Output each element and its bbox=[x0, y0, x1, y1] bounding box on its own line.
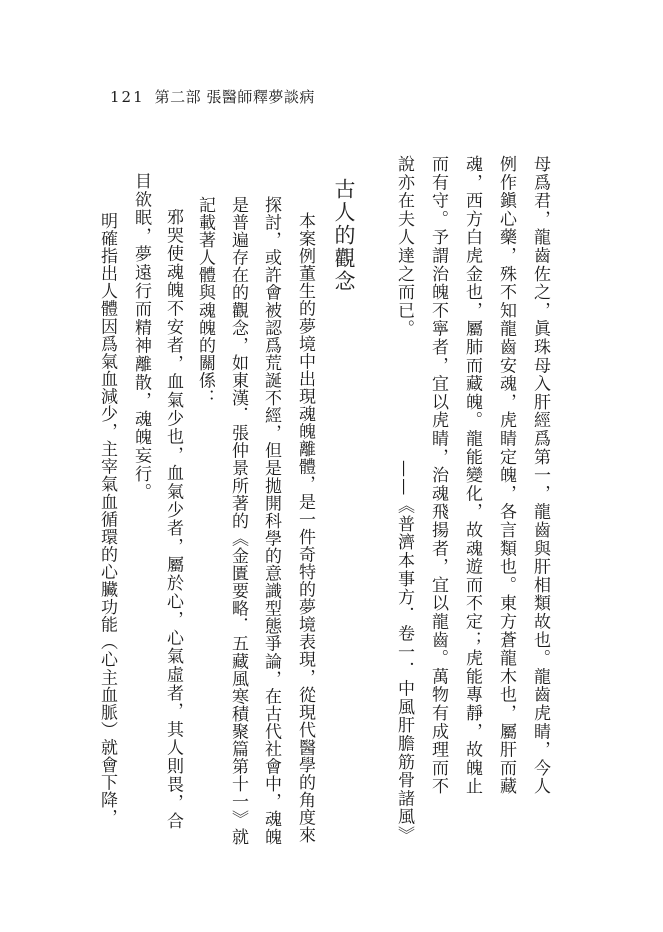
body-line: 是普遍存在的觀念，如東漢．張仲景所著的《金匱要略．五藏風寒積聚篇第十一》就 bbox=[228, 196, 248, 846]
quote-line: 例作鎭心藥，殊不知龍齒安魂，虎睛定魄，各言類也。東方蒼龍木也，屬肝而藏 bbox=[496, 155, 516, 796]
page-number: 121 bbox=[110, 88, 145, 106]
quote-line: 說亦在夫人達之而已。 bbox=[394, 155, 414, 338]
quote-line: 母爲君，龍齒佐之，眞珠母入肝經爲第一，龍齒與肝相類故也。龍齒虎睛，今人 bbox=[530, 155, 550, 796]
quote-source: ——《普濟本事方．卷一．中風肝膽筋骨諸風》 bbox=[394, 460, 414, 845]
quote-line: 而有守。予謂治魄不寧者，宜以虎睛，治魂飛揚者，宜以龍齒。萬物有成理而不 bbox=[428, 155, 448, 796]
quote2-line: 邪哭使魂魄不安者，血氣少也，血氣少者，屬於心，心氣虛者，其人則畏，合 bbox=[163, 208, 183, 831]
quote2-line: 目欲眠，夢遠行而精神離散，魂魄妄行。 bbox=[131, 172, 151, 502]
body-line: 探討，或許會被認爲荒誕不經，但是拋開科學的意識型態爭論，在古代社會中，魂魄 bbox=[261, 196, 281, 846]
section-heading: 古人的觀念 bbox=[332, 178, 356, 293]
running-title: 第二部 張醫師釋夢談病 bbox=[154, 88, 315, 106]
body-line: 記載著人體與魂魄的關係： bbox=[195, 196, 215, 407]
quote-line: 魂，西方白虎金也，屬肺而藏魄。龍能變化，故魂遊而不定；虎能專靜，故魄止 bbox=[462, 155, 482, 796]
running-header bbox=[110, 86, 315, 107]
body-line: 明確指出人體因爲氣血減少，主宰氣血循環的心臟功能（心主血脈）就會下降， bbox=[97, 212, 117, 827]
body-line: 本案例董生的夢境中出現魂魄離體，是一件奇特的夢境表現，從現代醫學的角度來 bbox=[295, 212, 315, 844]
